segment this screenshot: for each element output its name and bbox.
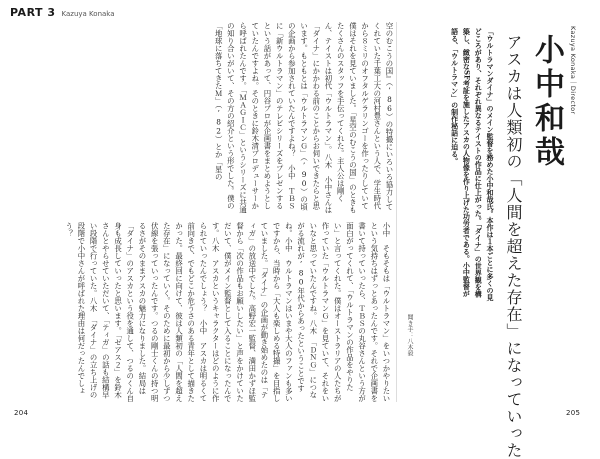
part-label: PART 3 (10, 6, 56, 19)
lead-paragraph: 「ウルトラマンダイナ」のメイン監督を務めた小中和哉氏。本作は１本ごとに多くの見どころがあり、それぞれ異なるテイストの作品に仕上がった。「ダイナ」の世界観を構築し、緻密なSF考証を施したアスカの人物像を作り上げた功労者である。小中監督が語る、「ウルトラマン」の制作秘話に迫る。 (450, 28, 495, 301)
interviewer-credit: 聞き手：八木毅 (406, 314, 413, 356)
page-header (10, 6, 115, 19)
person-label: Kazuya Konaka (61, 10, 115, 18)
interview-body-upper: 空のむこうの国』（’86）の特撮にいろいろ協力してくれていた千葉工大の河村豊さんという人で、学生時代から８ミリのオフタルゲラリンゴーを作ったりしていて僕はそれを見ていました。「星空のむこうの国」のときもたくさんのスタッフを手伝ってくれた。主人公は剛くん、テイストは初代「ウルトラマン」。八木 小中さんは「ダイナ」にかかわる前のことからお伺いできたらと思います。もともとは「ウルトラマンＧ」（’90）の頃の企画から参加されていたんですよね？ 小中 ＴＢＳに「新ウルトラマン」のテレビシリーズをプレゼンするという話があって、円谷プロが企画書をまとめようとしていたんですよね。そのときに鈴木清プロデューサーから呼ばれたんです。「ＭＡＧＩＣ」というシリーズに共通の知り合いがいて、その方の紹介という形でした。僕の「地球に落ちてきたＭ」（’82）とか「星の (214, 22, 394, 214)
page-number-left: 204 (14, 409, 29, 417)
page-number-right: 205 (566, 409, 581, 417)
column-divider (396, 22, 397, 402)
article-headline: アスカは人類初の「人間を超えた存在」になっていった (504, 34, 523, 459)
name-romaji: Kazuya Konaka｜Director (569, 26, 577, 115)
interviewee-name: 小中和哉 (529, 34, 564, 170)
interview-body-lower: 小中 そもそもは「ウルトラマン」をいつかやりたいという気持ちはずっとあったんです。それで企画書を書いて持っていったら、ＴＢＳの丸谷さんという方が面白がってくれて、「ウルトラマンの作品をやりたい」と言ってくれた。僕はオーストラリアの人たちが作っていた「ウルトラマンＧ」を見ていて、それをいいなと思っていたんですね。八木 「ＤＮＧ」につながる流れが’80年代からあったということですね。小中 ウルトラマンはいまや大人のファンも多いですから、当時から「大人も楽しめる特撮」を目指していました。「ダイナ」の企画が動き始めたのは「ティガ」の放送中でした。高野宏一監督、満田かずほ監督から「次の作品もお願いしたい」と声をかけていただいて、僕がメイン監督として入ることになったんです。八木 アスカというキャラクターはどのように作られていったんでしょう？ 小中 アスカは明るくて前向きで、でもどこか危うさのある青年として描きたかった。最終回に向けて、彼は人類初の「人間を超えた存在」になっていく。そのために最初から少しずつ伏線を張っていったんです。つるの剛士くんの持つ明るさがそのままアスカの魅力になりました。結局は「ダイナ」のアスカという役を通して、つるのくん自身も成長していったと思います。「ゼアス２」を鈴木さんとやらせていただいて、「ティガ」の話も結構早い段階で行っていた。八木 「ダイナ」の立ち上げの段階で小中さんが呼ばれた理由は何だったんでしょう？ (64, 222, 391, 402)
